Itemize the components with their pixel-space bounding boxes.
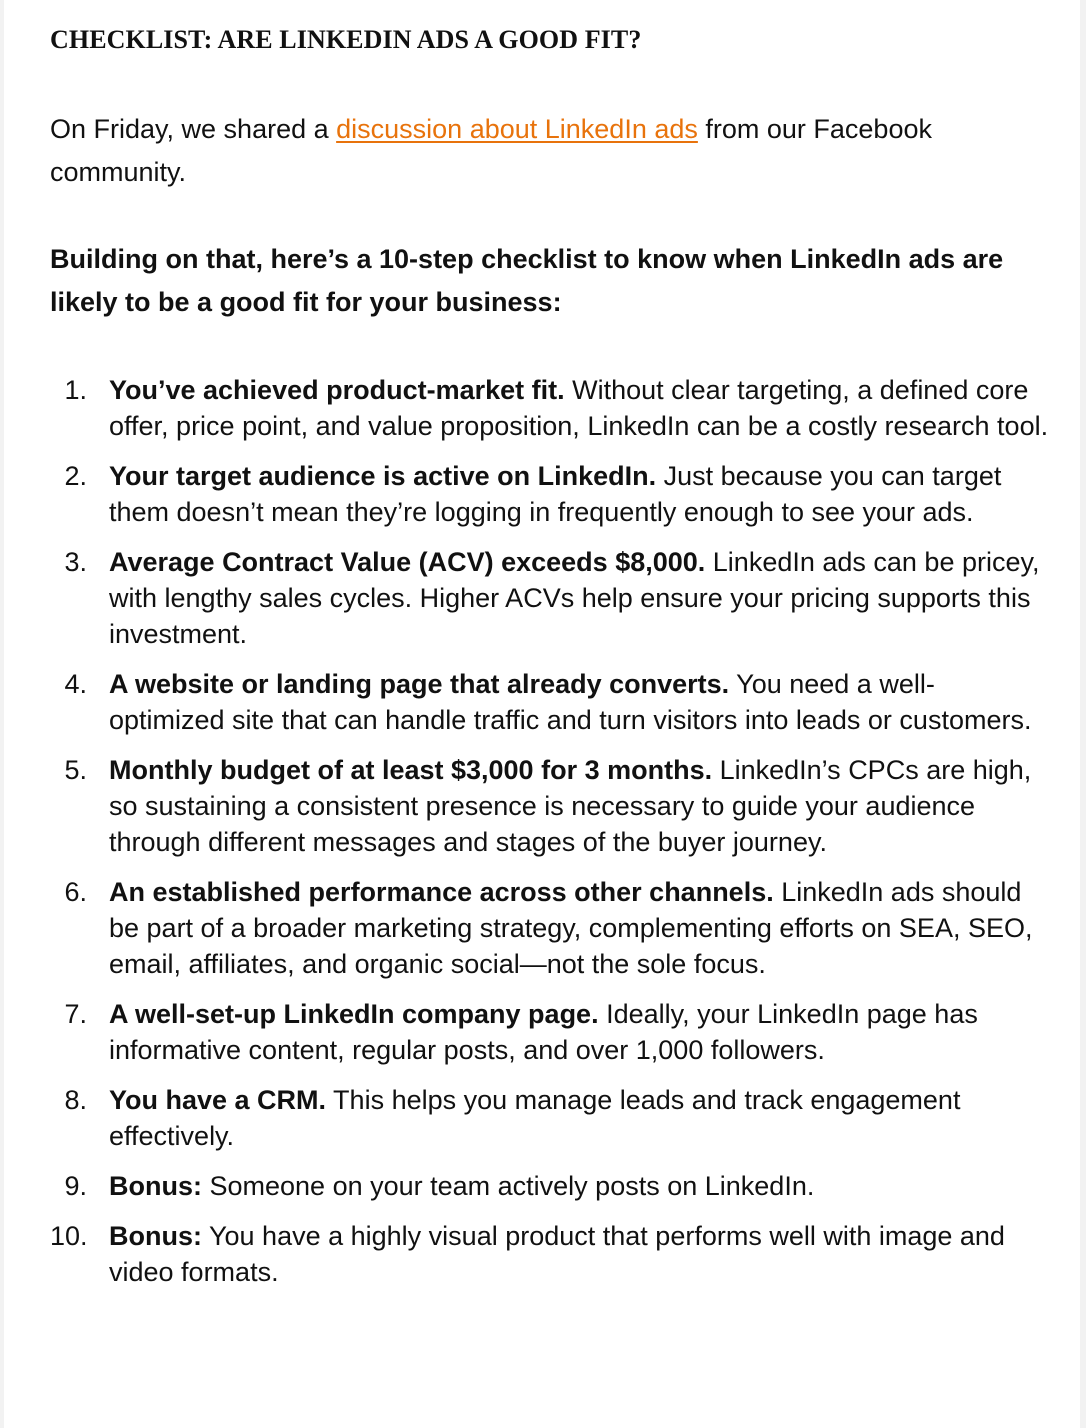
discussion-link[interactable]: discussion about LinkedIn ads [336, 114, 698, 144]
item-number: 3. [64, 547, 87, 577]
item-number: 4. [64, 669, 87, 699]
checklist-item [50, 1082, 1050, 1154]
item-number: 7. [64, 999, 87, 1029]
page-title: CHECKLIST: ARE LINKEDIN ADS A GOOD FIT? [50, 25, 642, 54]
item-number: 2. [64, 461, 87, 491]
item-title: You have a CRM. [109, 1085, 327, 1115]
item-number: 5. [64, 755, 87, 785]
item-title: An established performance across other channels. [109, 877, 774, 907]
item-description: LinkedIn ads can be pricey, with lengthy sales cycles. Higher ACVs help ensure your pricing supports this investment. [109, 547, 1040, 649]
item-description: This helps you manage leads and track engagement effectively. [109, 1085, 961, 1151]
checklist-item [50, 1168, 1050, 1204]
item-title: Bonus: [109, 1171, 202, 1201]
item-description: LinkedIn’s CPCs are high, so sustaining a consistent presence is necessary to guide your audience through different messages and stages of the buyer journey. [109, 755, 1032, 857]
item-description: Someone on your team actively posts on LinkedIn. [201, 1171, 815, 1201]
checklist-item [50, 1218, 1050, 1290]
item-description: Just because you can target them doesn’t mean they’re logging in frequently enough to see your ads. [109, 461, 1002, 527]
item-title: Your target audience is active on LinkedIn. [109, 461, 657, 491]
item-number: 9. [64, 1171, 87, 1201]
item-number: 6. [64, 877, 87, 907]
item-number: 10. [50, 1221, 88, 1251]
item-description: You have a highly visual product that performs well with image and video formats. [109, 1221, 1005, 1287]
checklist [50, 372, 1050, 1290]
item-description: LinkedIn ads should be part of a broader marketing strategy, complementing efforts on SEA, SEO, email, affiliates, and organic social—not the sole focus. [109, 877, 1033, 979]
checklist-item [50, 996, 1050, 1068]
item-title: A well-set-up LinkedIn company page. [109, 999, 599, 1029]
intro-text-after: from our Facebook community. [50, 114, 932, 187]
intro-text-before: On Friday, we shared a [50, 114, 337, 144]
item-title: Monthly budget of at least $3,000 for 3 months. [109, 755, 713, 785]
item-title: Average Contract Value (ACV) exceeds $8,000. [109, 547, 706, 577]
checklist-item [50, 372, 1050, 444]
intro-paragraph [50, 108, 1050, 194]
lead-paragraph: Building on that, here’s a 10-step checklist to know when LinkedIn ads are likely to be a good fit for your business: [50, 244, 1004, 317]
item-description: You need a well-optimized site that can handle traffic and turn visitors into leads or customers. [109, 669, 1032, 735]
item-number: 8. [64, 1085, 87, 1115]
item-description: Without clear targeting, a defined core offer, price point, and value proposition, LinkedIn can be a costly research tool. [109, 375, 1049, 441]
item-title: A website or landing page that already converts. [109, 669, 730, 699]
email-page [4, 0, 1080, 1428]
article-body [50, 22, 1050, 1304]
item-title: You’ve achieved product-market fit. [109, 375, 565, 405]
checklist-item [50, 874, 1050, 982]
item-title: Bonus: [109, 1221, 202, 1251]
checklist-item [50, 544, 1050, 652]
checklist-item [50, 458, 1050, 530]
item-number: 1. [64, 375, 87, 405]
checklist-item [50, 666, 1050, 738]
item-description: Ideally, your LinkedIn page has informative content, regular posts, and over 1,000 followers. [109, 999, 978, 1065]
checklist-item [50, 752, 1050, 860]
